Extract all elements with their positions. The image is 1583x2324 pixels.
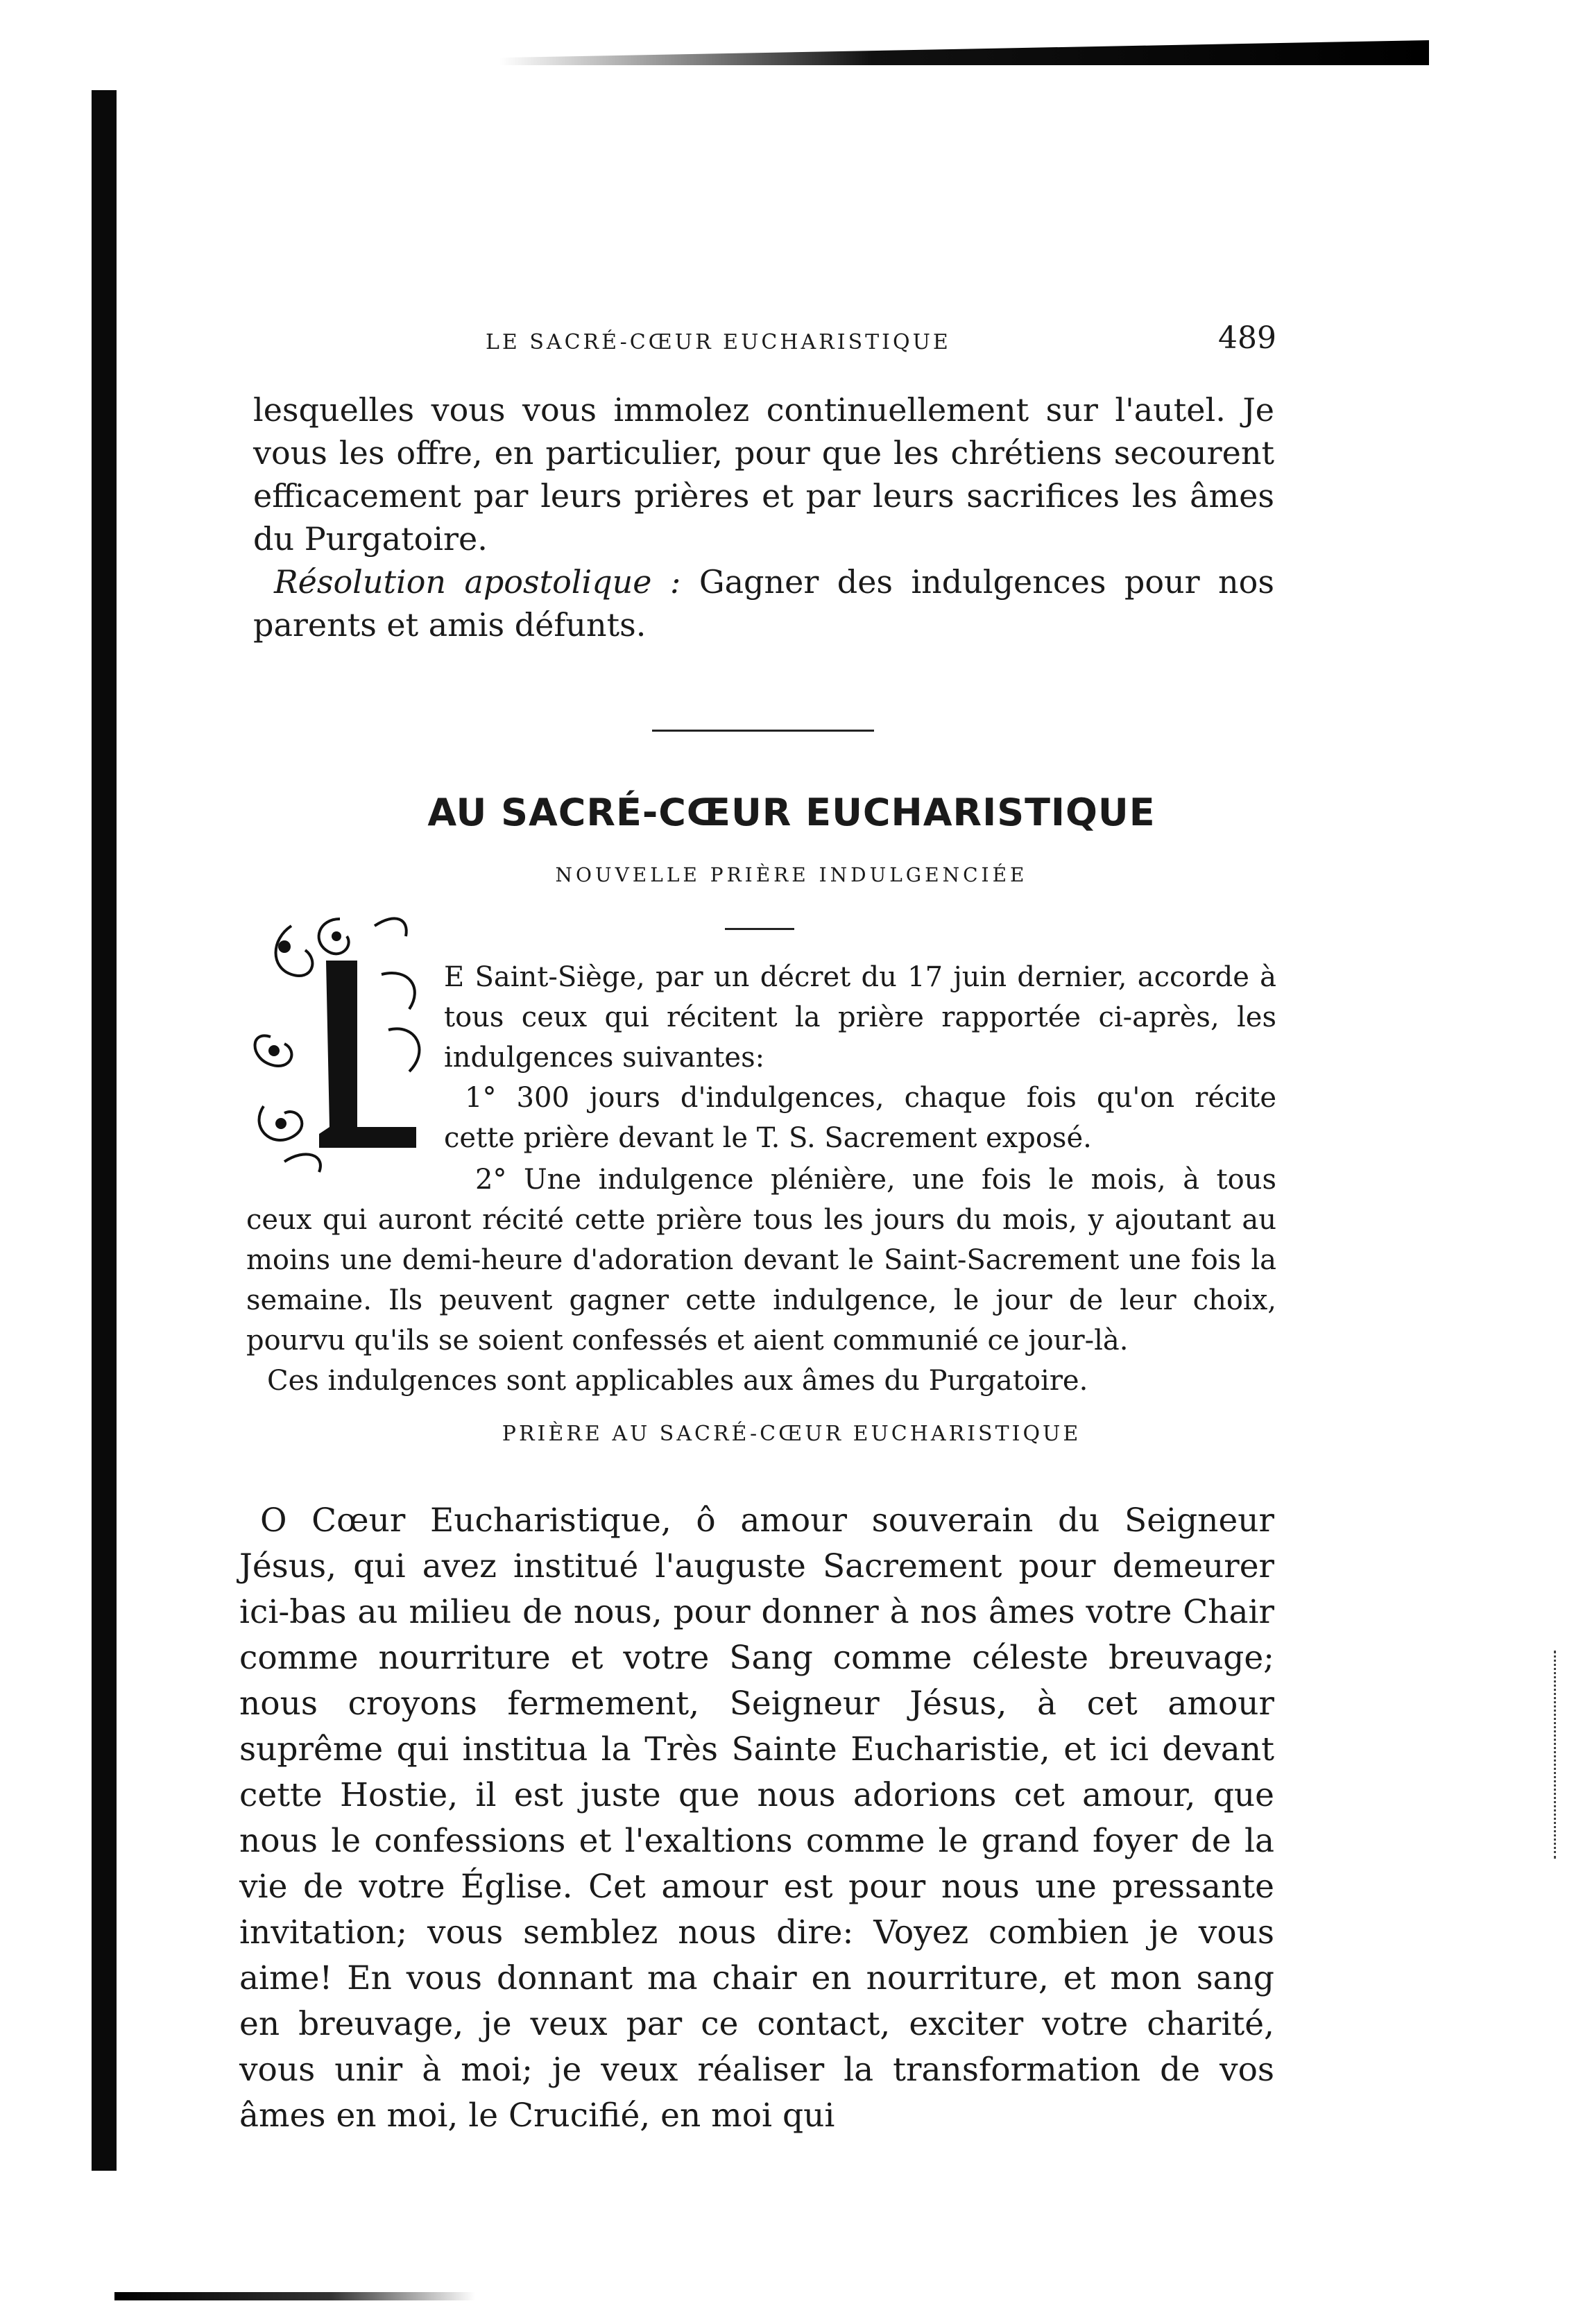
scan-edge-bottom xyxy=(114,2292,475,2300)
resolution-text: Gagner des indulgences pour nos parents et amis défunts. xyxy=(253,563,1274,644)
subtitle-rule xyxy=(725,928,794,930)
resolution-label: Résolution apostolique : xyxy=(274,563,681,601)
section-subtitle: NOUVELLE PRIÈRE INDULGENCIÉE xyxy=(555,863,1028,886)
running-title: LE SACRÉ-CŒUR EUCHARISTIQUE xyxy=(486,330,951,354)
ornamental-initial xyxy=(243,898,451,1176)
decree-note: Ces indulgences sont applicables aux âmes du Purgatoire. xyxy=(267,1365,1088,1397)
prayer-title: PRIÈRE AU SACRÉ-CŒUR EUCHARISTIQUE xyxy=(502,1422,1081,1446)
prayer-block xyxy=(239,1498,1274,2139)
running-head xyxy=(486,320,1276,369)
scan-edge-left xyxy=(92,90,117,2171)
section-title: AU SACRÉ-CŒUR EUCHARISTIQUE xyxy=(427,791,1156,834)
section-divider xyxy=(652,730,874,732)
scan-edge-right xyxy=(1554,1651,1566,1859)
decree-intro-block xyxy=(444,957,1276,1158)
scan-edge-top xyxy=(499,40,1429,65)
continuation-paragraph: lesquelles vous vous immolez continuellement sur l'autel. Je vous les offre, en particulier, pour que les chrétiens secourent efficacement par leurs prières et par leurs sacrifices les âmes du Purgatoire. xyxy=(253,391,1274,558)
decree-item-2: 2° Une indulgence plénière, une fois le mois, à tous ceux qui auront récité cette prière tous les jours du mois, y ajoutant au moins une demi-heure d'adoration devant le Saint-Sacrement une fois la semaine. Ils peuvent gagner cette indulgence, le jour de leur choix, pourvu qu'ils se soient confessés et aient communié ce jour-là. xyxy=(246,1164,1276,1357)
prayer-text: O Cœur Eucharistique, ô amour souverain du Seigneur Jésus, qui avez institué l'auguste Sacrement pour demeurer ici-bas au milieu de nous, pour donner à nos âmes votre Chair comme nourriture et votre Sang comme céleste breuvage; nous croyons fermement, Seigneur Jésus, à cet amour suprême qui institua la Très Sainte Eucharistie, et ici devant cette Hostie, il est juste que nous adorions cet amour, que nous le confessions et l'exaltions comme le grand foyer de la vie de votre Église. Cet amour est pour nous une pressante invitation; vous semblez nous dire: Voyez combien je vous aime! En vous donnant ma chair en nourriture, et mon sang en breuvage, je veux par ce contact, exciter votre charité, vous unir à moi; je veux réaliser la transformation de vos âmes en moi, le Crucifié, en moi qui xyxy=(239,1501,1274,2135)
decree-intro: E Saint-Siège, par un décret du 17 juin dernier, accorde à tous ceux qui récitent la prière rapportée ci-après, les indulgences suivantes: xyxy=(444,961,1276,1074)
decree-item-1: 1° 300 jours d'indulgences, chaque fois qu'on récite cette prière devant le T. S. Sacrement exposé. xyxy=(444,1082,1276,1154)
continuation-block xyxy=(253,388,1274,646)
page-number: 489 xyxy=(1218,320,1276,356)
resolution-paragraph xyxy=(253,560,1274,646)
decree-continuation-block xyxy=(246,1160,1276,1401)
